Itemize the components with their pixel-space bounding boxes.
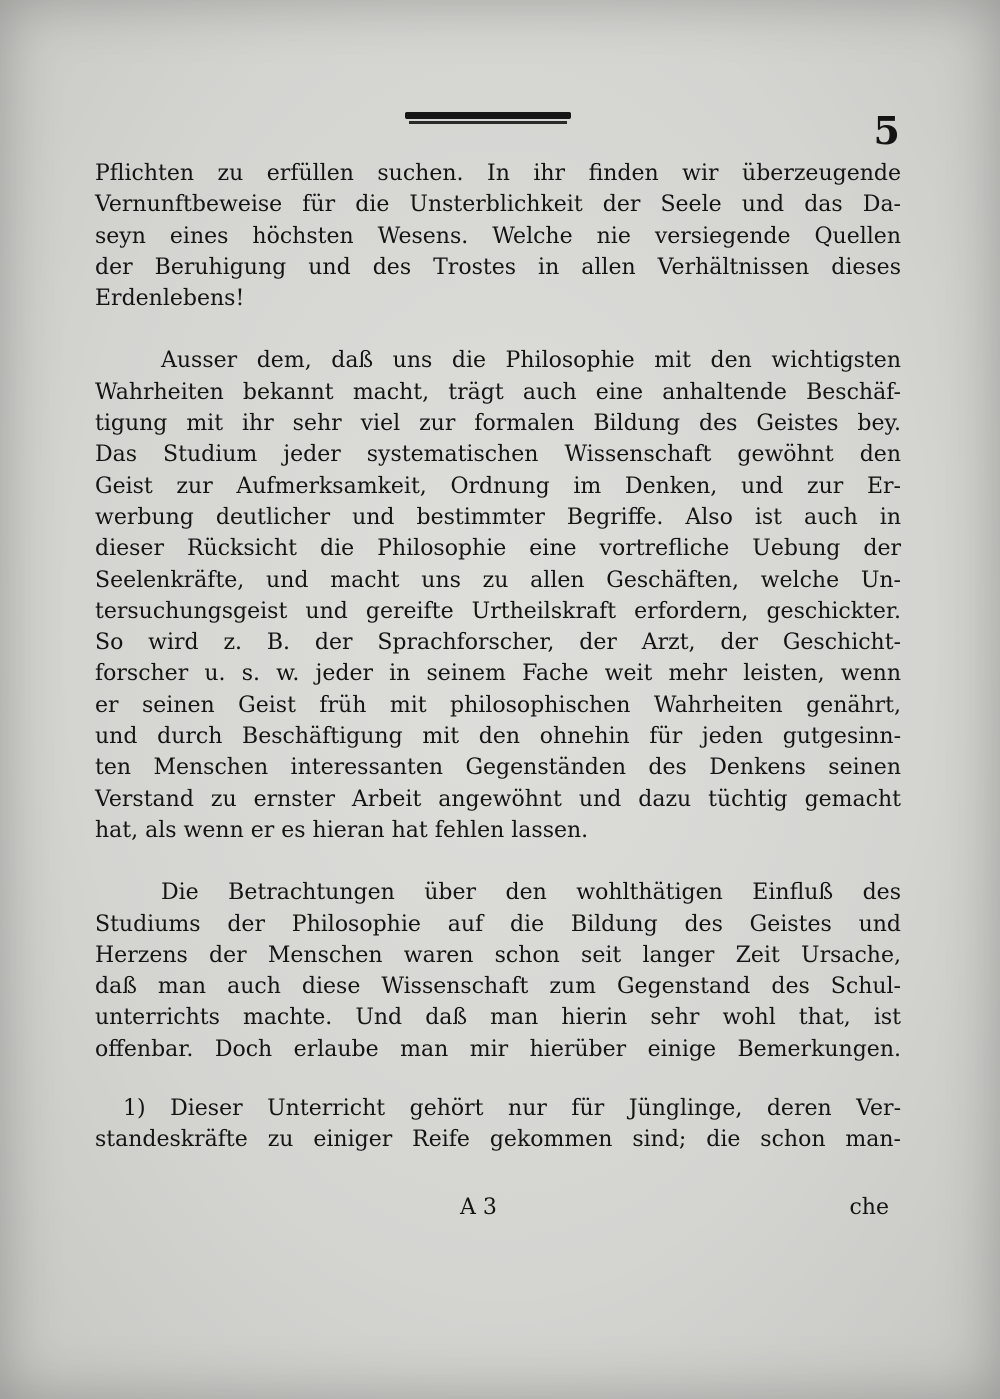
text-line: dieser Rücksicht die Philosophie eine vortrefliche Uebung der: [95, 536, 901, 562]
text-line: seyn eines höchsten Wesens. Welche nie versiegende Quellen: [95, 223, 901, 249]
text-line: Wahrheiten bekannt macht, trägt auch eine anhaltende Beschäf-: [95, 379, 901, 405]
page-number: 5: [873, 108, 900, 153]
text-line: Studiums der Philosophie auf die Bildung des Geistes und: [95, 911, 901, 937]
paragraph-gap: [95, 846, 901, 877]
text-line: hat, als wenn er es hieran hat fehlen lassen.: [95, 817, 589, 843]
text-line: offenbar. Doch erlaube man mir hierüber einige Bemerkungen.: [95, 1036, 901, 1062]
text-line: Die Betrachtungen über den wohlthätigen Einfluß des: [161, 880, 901, 906]
text-line: forscher u. s. w. jeder in seinem Fache weit mehr leisten, wenn: [95, 661, 901, 687]
text-line: unterrichts machte. Und daß man hierin sehr wohl that, ist: [95, 1005, 901, 1031]
paragraph-2: [95, 345, 901, 846]
text-line: So wird z. B. der Sprachforscher, der Arzt, der Geschicht-: [95, 630, 901, 656]
text-line: Das Studium jeder systematischen Wissenschaft gewöhnt den: [95, 442, 901, 468]
text-line: Pflichten zu erfüllen suchen. In ihr finden wir überzeugende: [95, 161, 901, 186]
page-footer: [95, 1192, 901, 1224]
text-line: daß man auch diese Wissenschaft zum Gegenstand des Schul-: [95, 974, 901, 1000]
text-line: Geist zur Aufmerksamkeit, Ordnung im Denken, und zur Er-: [95, 473, 901, 499]
catchword: che: [849, 1195, 889, 1220]
text-line: Herzens der Menschen waren schon seit langer Zeit Ursache,: [95, 942, 901, 968]
text-line: Verstand zu ernster Arbeit angewöhnt und dazu tüchtig gemacht: [95, 786, 901, 812]
text-line: er seinen Geist früh mit philosophischen Wahrheiten genährt,: [95, 692, 901, 718]
paragraph-gap: [95, 314, 901, 345]
text-line: werbung deutlicher und bestimmter Begriffe. Also ist auch in: [95, 504, 901, 530]
text-line: Erdenlebens!: [95, 286, 245, 312]
text-line: Seelenkräfte, und macht uns zu allen Geschäften, welche Un-: [95, 567, 901, 593]
text-line: tigung mit ihr sehr viel zur formalen Bildung des Geistes bey.: [95, 411, 901, 437]
text-line: ten Menschen interessanten Gegenständen des Denkens seinen: [95, 755, 901, 781]
text-line: der Beruhigung und des Trostes in allen Verhältnissen dieses: [95, 254, 901, 280]
paragraph-gap: [95, 1065, 901, 1093]
signature-mark: A 3: [460, 1195, 497, 1220]
text-line: tersuchungsgeist und gereifte Urtheilskraft erfordern, geschickter.: [95, 598, 901, 624]
text-line: standeskräfte zu einiger Reife gekommen sind; die schon man-: [95, 1127, 901, 1153]
paragraph-1: [95, 158, 901, 314]
paragraph-4: [95, 1093, 901, 1156]
header-rule: [405, 112, 571, 119]
text-line: Ausser dem, daß uns die Philosophie mit den wichtigsten: [161, 348, 901, 374]
paragraph-3: [95, 877, 901, 1065]
body-text: [95, 158, 901, 1156]
text-line: 1) Dieser Unterricht gehört nur für Jünglinge, deren Ver-: [123, 1096, 901, 1122]
text-line: und durch Beschäftigung mit den ohnehin für jeden gutgesinn-: [95, 724, 901, 750]
text-line: Vernunftbeweise für die Unsterblichkeit der Seele und das Da-: [95, 192, 901, 218]
